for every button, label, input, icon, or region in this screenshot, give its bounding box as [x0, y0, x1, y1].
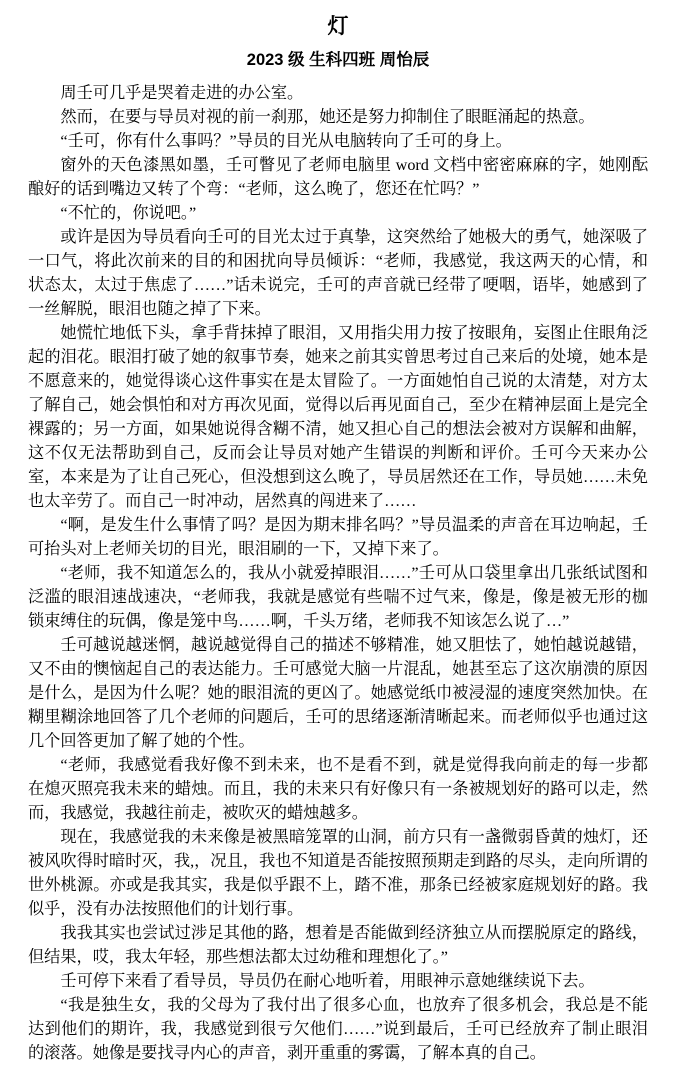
paragraph-11: “老师，我感觉看我好像不到未来，也不是看不到，就是觉得我向前走的每一步都在熄灭照亮我未来的蜡烛。而且，我的未来只有好像只有一条被规划好的路可以走，然而，我感觉，我越往前走，被吹灭的蜡烛越多。	[28, 756, 648, 822]
paragraph-7: 她慌忙地低下头，拿手背抹掉了眼泪，又用指尖用力按了按眼角，妄图止住眼角泛起的泪花。眼泪打破了她的叙事节奏，她来之前其实曾思考过自己来后的处境，她本是不愿意来的，她觉得谈心这件事实在是太冒险了。一方面她怕自己说的太清楚，对方太了解自己，她会惧怕和对方再次见面，觉得以后再见面自己，至少在精神层面上是完全裸露的；另一方面，如果她说得含糊不清，她又担心自己的想法会被对方误解和曲解，这不仅无法帮助到自己，反而会让导员对她产生错误的判断和评价。壬可今天来办公室，本来是为了让自己死心，但没想到这么晚了，导员居然还在工作，导员她……未免也太辛劳了。而自己一时冲动，居然真的闯进来了……	[28, 324, 648, 510]
paragraph-12: 现在，我感觉我的未来像是被黑暗笼罩的山洞，前方只有一盏微弱昏黄的烛灯，还被风吹得时暗时灭，我,，况且，我也不知道是否能按照预期走到路的尽头，走向所谓的世外桃源。亦或是我其实，我是似乎跟不上，踏不准，那条已经被家庭规划好的路。我似乎，没有办法按照他们的计划行事。	[28, 828, 648, 918]
paragraph-2: 然而，在要与导员对视的前一刹那，她还是努力抑制住了眼眶涌起的热意。	[60, 108, 595, 126]
paragraph-3: “壬可，你有什么事吗？”导员的目光从电脑转向了壬可的身上。	[60, 132, 512, 150]
paragraph-10: 壬可越说越迷惘，越说越觉得自己的描述不够精准，她又胆怯了，她怕越说越错，又不由的懊恼起自己的表达能力。壬可感觉大脑一片混乱，她甚至忘了这次崩溃的原因是什么，是因为什么呢？她的眼泪流的更凶了。她感觉纸巾被浸湿的速度突然加快。在糊里糊涂地回答了几个老师的问题后，壬可的思绪逐渐清晰起来。而老师似乎也通过这几个回答更加了解了她的个性。	[28, 636, 648, 750]
paragraph-13: 我我其实也尝试过涉足其他的路，想着是否能做到经济独立从而摆脱原定的路线，但结果，哎，我太年轻，那些想法都太过幼稚和理想化了。”	[28, 924, 648, 966]
paragraph-1: 周壬可几乎是哭着走进的办公室。	[60, 84, 304, 102]
paragraph-6: 或许是因为导员看向壬可的目光太过于真挚，这突然给了她极大的勇气，她深吸了一口气，将此次前来的目的和困扰向导员倾诉：“老师，我感觉，我这两天的心情，和状态太，太过于焦虑了……”话未说完，壬可的声音就已经带了哽咽，语毕，她感到了一丝解脱，眼泪也随之掉了下来。	[28, 228, 648, 318]
document-byline: 2023 级 生科四班 周怡辰	[246, 51, 430, 69]
paragraph-9: “老师，我不知道怎么的，我从小就爱掉眼泪……”壬可从口袋里拿出几张纸试图和泛滥的眼泪速战速决，“老师我，我就是感觉有些喘不过气来，像是，像是被无形的枷锁束缚住的玩偶，像是笼中鸟……啊，千头万绪，老师我不知该怎么说了…”	[28, 564, 648, 630]
document-title: 灯	[327, 14, 349, 38]
paragraph-15: “我是独生女，我的父母为了我付出了很多心血，也放弃了很多机会，我总是不能达到他们的期许，我，我感觉到很亏欠他们……”说到最后，壬可已经放弃了制止眼泪的滚落。她像是要找寻内心的声音，剥开重重的雾霭，了解本真的自己。	[28, 996, 648, 1062]
paragraph-4: 窗外的天色漆黑如墨，壬可瞥见了老师电脑里 word 文档中密密麻麻的字，她刚酝酿好的话到嘴边又转了个弯：“老师，这么晚了，您还在忙吗？”	[28, 156, 648, 198]
paragraph-5: “不忙的，你说吧。”	[60, 204, 197, 222]
paragraph-14: 壬可停下来看了看导员，导员仍在耐心地听着，用眼神示意她继续说下去。	[60, 972, 595, 990]
document-body	[28, 81, 648, 1065]
paragraph-8: “啊，是发生什么事情了吗？是因为期末排名吗？”导员温柔的声音在耳边响起，壬可抬头对上老师关切的目光，眼泪刷的一下，又掉下来了。	[28, 516, 648, 558]
